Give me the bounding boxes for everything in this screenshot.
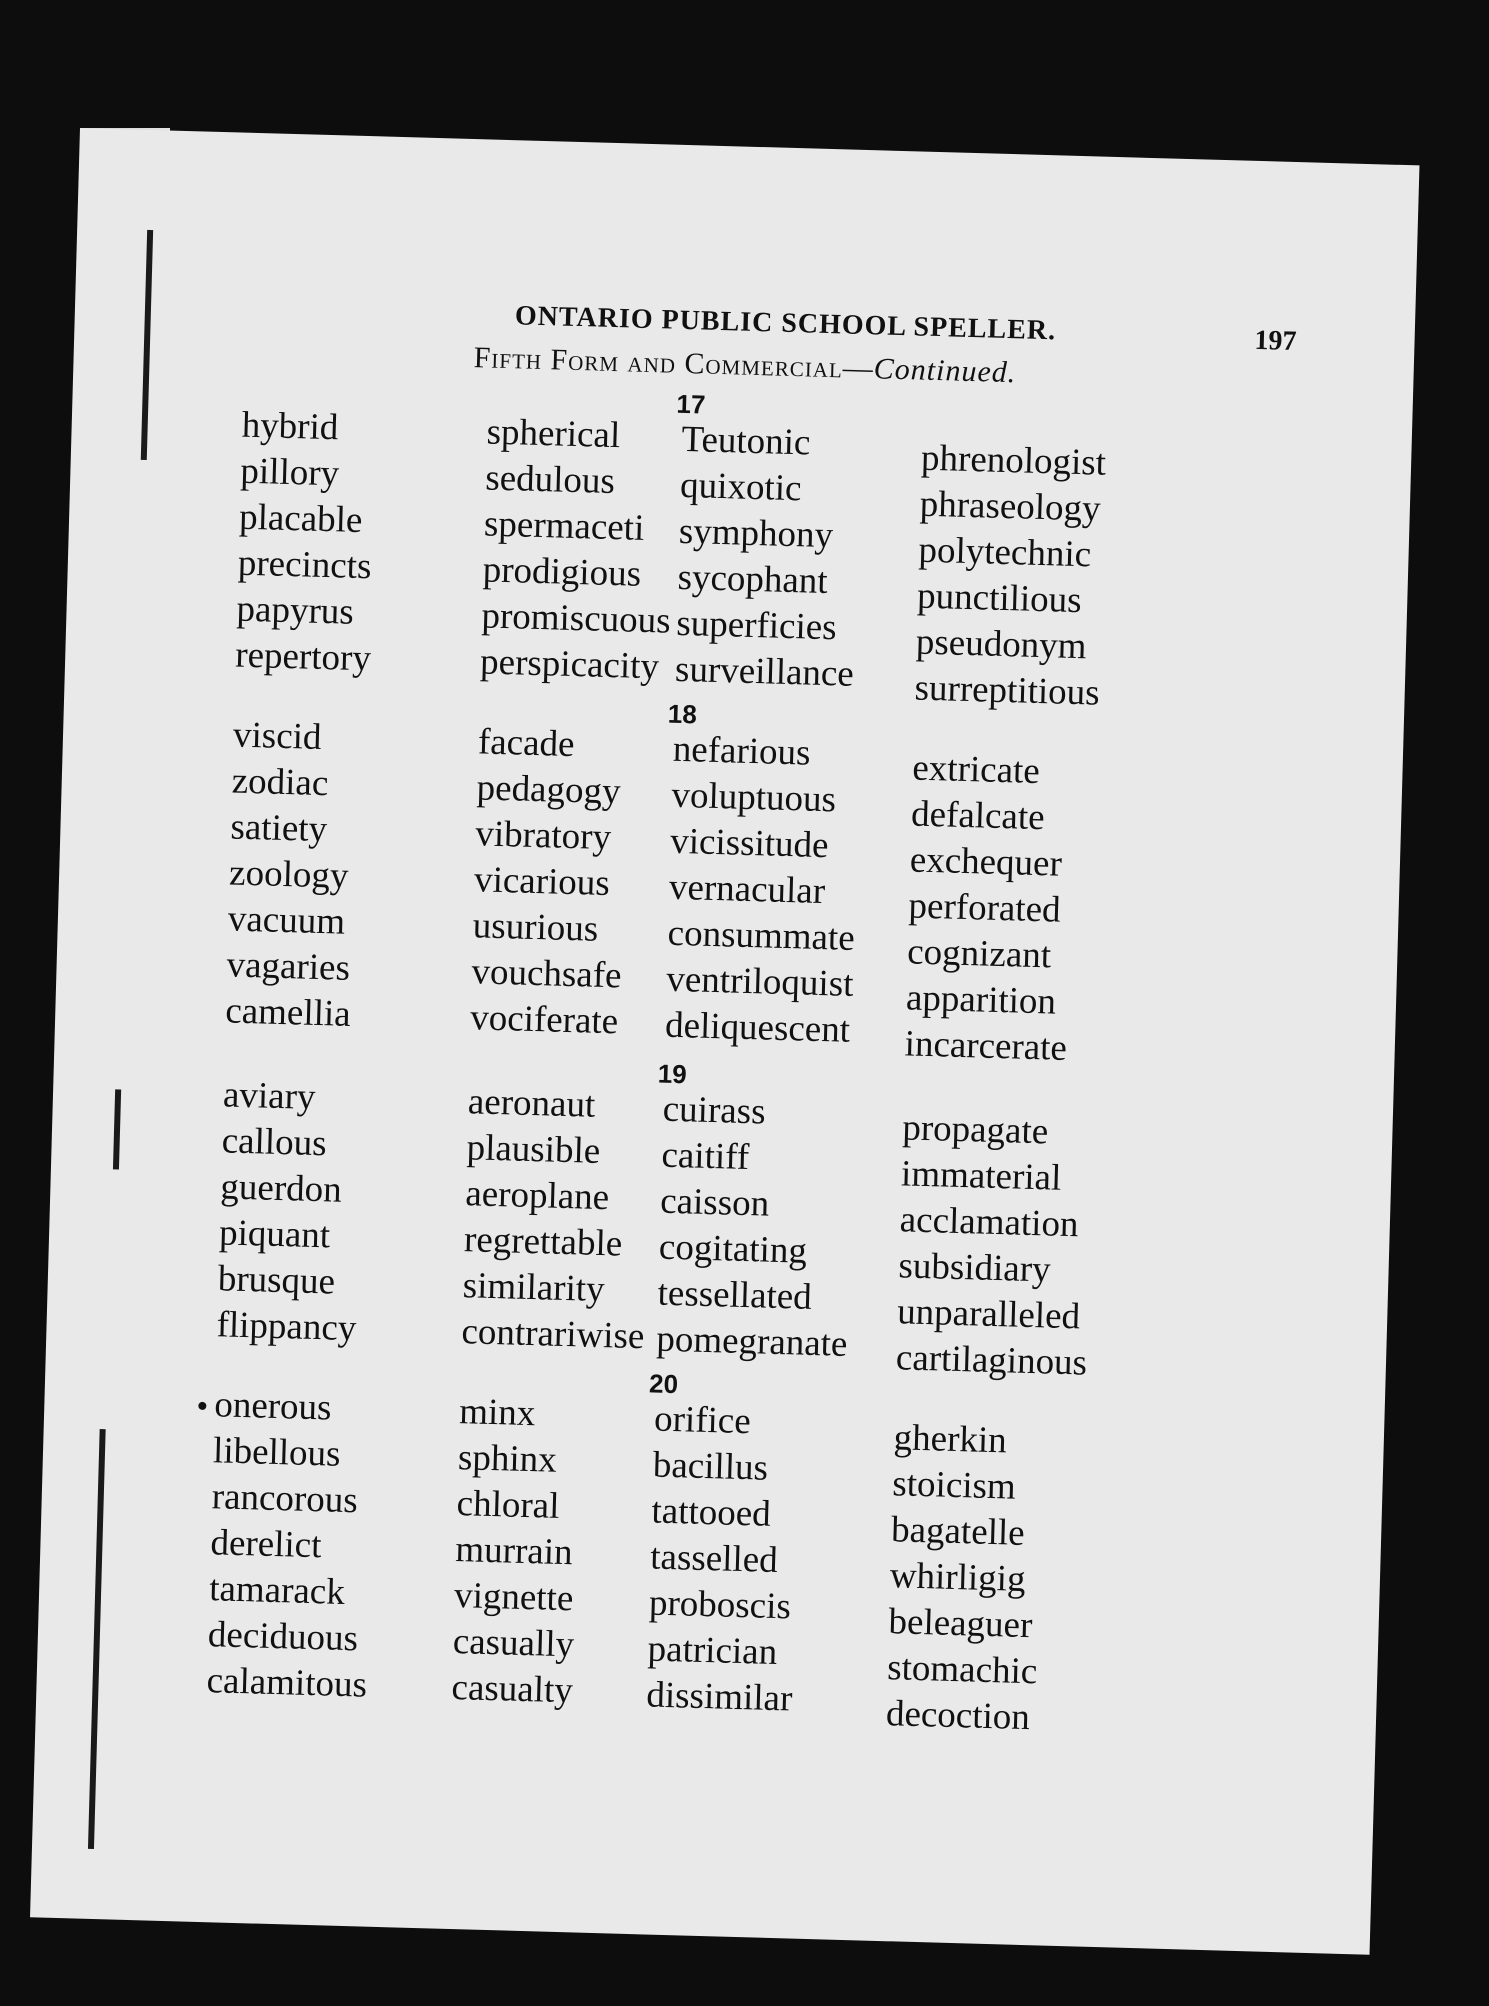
group-number: 19 [657, 1058, 688, 1090]
spelling-word: defalcate [910, 793, 1046, 839]
spelling-word: tattooed [651, 1490, 772, 1535]
spelling-word: cartilaginous [895, 1337, 1088, 1384]
spelling-word: caitiff [660, 1134, 750, 1179]
word-column [656, 1087, 904, 1370]
spelling-word: sphinx [457, 1437, 558, 1481]
spelling-word: proboscis [648, 1582, 792, 1628]
spelling-word: bagatelle [890, 1509, 1026, 1554]
spelling-word: onerous [213, 1384, 333, 1429]
spelling-word: vacuum [227, 898, 346, 943]
spelling-word: stomachic [886, 1647, 1038, 1693]
spelling-word: prodigious [482, 549, 642, 595]
spelling-word: similarity [462, 1265, 606, 1311]
spelling-word: unparalleled [896, 1291, 1081, 1338]
spelling-word: camellia [224, 990, 352, 1035]
spelling-word: calamitous [206, 1660, 368, 1706]
spelling-word: phraseology [919, 483, 1102, 530]
spelling-word: nefarious [672, 728, 812, 774]
spelling-word: dissimilar [645, 1674, 793, 1720]
spelling-word: tasselled [649, 1536, 779, 1582]
spelling-word: vibratory [474, 813, 612, 859]
spelling-word: beleaguer [888, 1601, 1033, 1647]
word-column [646, 1397, 895, 1726]
spelling-word: decoction [885, 1693, 1031, 1739]
book-page [30, 128, 1419, 1955]
spelling-word: spermaceti [483, 503, 645, 549]
spelling-word: vagaries [226, 944, 351, 989]
spelling-word: flippancy [216, 1304, 357, 1350]
spelling-word: aviary [222, 1074, 317, 1118]
spelling-word: perspicacity [479, 641, 660, 688]
word-column [885, 1415, 1134, 1744]
spelling-word: facade [477, 721, 576, 766]
spelling-word: acclamation [899, 1199, 1080, 1246]
spelling-word: zodiac [231, 760, 329, 805]
word-column [225, 713, 474, 1042]
spelling-word: subsidiary [897, 1245, 1052, 1291]
spelling-word: propagate [901, 1107, 1049, 1153]
spelling-word: placable [238, 496, 363, 542]
word-groups [72, 388, 1411, 1739]
spelling-word: pomegranate [655, 1318, 848, 1365]
spelling-word: murrain [454, 1529, 574, 1574]
group-number: 17 [676, 388, 706, 420]
word-group-17 [64, 388, 1412, 755]
word-column [674, 417, 922, 700]
spelling-word: phrenologist [920, 437, 1107, 484]
spelling-word: sycophant [677, 556, 829, 603]
spelling-word: pillory [239, 450, 340, 495]
spelling-word: chloral [456, 1483, 561, 1527]
spelling-word: repertory [234, 634, 372, 680]
spelling-word: contrariwise [460, 1311, 645, 1358]
spelling-word: tessellated [657, 1272, 813, 1318]
spelling-word: aeroplane [464, 1173, 610, 1219]
spelling-word: promiscuous [480, 595, 672, 642]
spelling-word: caisson [659, 1180, 770, 1225]
spelling-word: symphony [678, 510, 834, 557]
spelling-word: rancorous [211, 1476, 359, 1522]
spelling-word: brusque [217, 1258, 336, 1303]
word-column [206, 1382, 455, 1711]
spelling-word: casualty [451, 1666, 574, 1712]
spelling-word: stoicism [891, 1463, 1017, 1508]
spelling-word: deciduous [207, 1614, 359, 1660]
spelling-word: consummate [667, 912, 856, 959]
spelling-word: apparition [905, 977, 1057, 1023]
bullet-dot [198, 1402, 206, 1410]
word-column [895, 1105, 1143, 1388]
spelling-word: surveillance [674, 648, 855, 695]
spelling-word: guerdon [219, 1166, 343, 1211]
spelling-word: cognizant [906, 931, 1052, 977]
spelling-word: ventriloquist [665, 958, 855, 1005]
spelling-word: hybrid [241, 404, 339, 449]
page-number: 197 [1254, 324, 1297, 358]
spelling-word: spherical [486, 411, 621, 457]
word-group-20 [36, 1368, 1384, 1739]
spelling-word: gherkin [893, 1417, 1008, 1462]
spelling-word: quixotic [679, 464, 803, 510]
spelling-word: vignette [453, 1575, 574, 1620]
word-column [904, 746, 1153, 1075]
subtitle-continued: Continued. [873, 352, 1017, 390]
spelling-word: vicarious [473, 859, 611, 905]
spelling-word: piquant [218, 1212, 331, 1257]
spelling-word: pedagogy [476, 767, 622, 813]
spelling-word: orifice [653, 1398, 752, 1443]
spelling-word: callous [221, 1120, 328, 1165]
word-group-19 [45, 1058, 1393, 1425]
spelling-word: whirligig [889, 1555, 1027, 1600]
spelling-word: deliquescent [664, 1004, 851, 1051]
word-column [914, 436, 1162, 719]
spelling-word: superficies [675, 602, 838, 649]
spelling-word: extricate [911, 747, 1041, 793]
spelling-word: zoology [228, 852, 349, 897]
book-title: ONTARIO PUBLIC SCHOOL SPELLER. [514, 300, 1057, 347]
spelling-word: regrettable [463, 1219, 623, 1265]
word-column [216, 1072, 464, 1355]
spelling-word: viscid [232, 714, 323, 758]
spelling-word: perforated [908, 885, 1062, 931]
spelling-word: surreptitious [914, 667, 1101, 714]
spelling-word: papyrus [236, 588, 355, 633]
spelling-word: plausible [466, 1127, 601, 1172]
group-number: 20 [648, 1368, 679, 1400]
spelling-word: voluptuous [671, 774, 837, 821]
spelling-word: tamarack [208, 1568, 346, 1613]
spelling-word: punctilious [916, 575, 1083, 622]
spelling-word: Teutonic [680, 418, 811, 464]
word-group-18 [55, 698, 1403, 1069]
spelling-word: bacillus [652, 1444, 769, 1489]
spelling-word: sedulous [484, 457, 616, 503]
spelling-word: exchequer [909, 839, 1063, 885]
spelling-word: precincts [237, 542, 372, 588]
spelling-word: usurious [472, 905, 599, 950]
spelling-word: pseudonym [915, 621, 1088, 668]
spelling-word: vicissitude [669, 820, 830, 867]
spelling-word: immaterial [900, 1153, 1062, 1199]
spelling-word: satiety [229, 806, 328, 851]
spelling-word: incarcerate [904, 1023, 1068, 1069]
spelling-word: polytechnic [917, 529, 1092, 576]
spelling-word: vouchsafe [471, 951, 623, 997]
spelling-word: cuirass [662, 1088, 767, 1133]
word-column [235, 403, 483, 686]
spelling-word: derelict [209, 1522, 323, 1567]
spelling-word: vernacular [668, 866, 826, 913]
spelling-word: patrician [647, 1628, 778, 1674]
subtitle-main: Fifth Form and Commercial— [473, 341, 875, 386]
spelling-word: libellous [212, 1430, 342, 1475]
spelling-word: casually [452, 1621, 575, 1666]
spelling-word: aeronaut [467, 1081, 596, 1126]
group-number: 18 [667, 698, 698, 730]
word-column [665, 727, 914, 1056]
spelling-word: cogitating [658, 1226, 808, 1272]
spelling-word: minx [458, 1391, 536, 1435]
spelling-word: vociferate [469, 997, 619, 1043]
